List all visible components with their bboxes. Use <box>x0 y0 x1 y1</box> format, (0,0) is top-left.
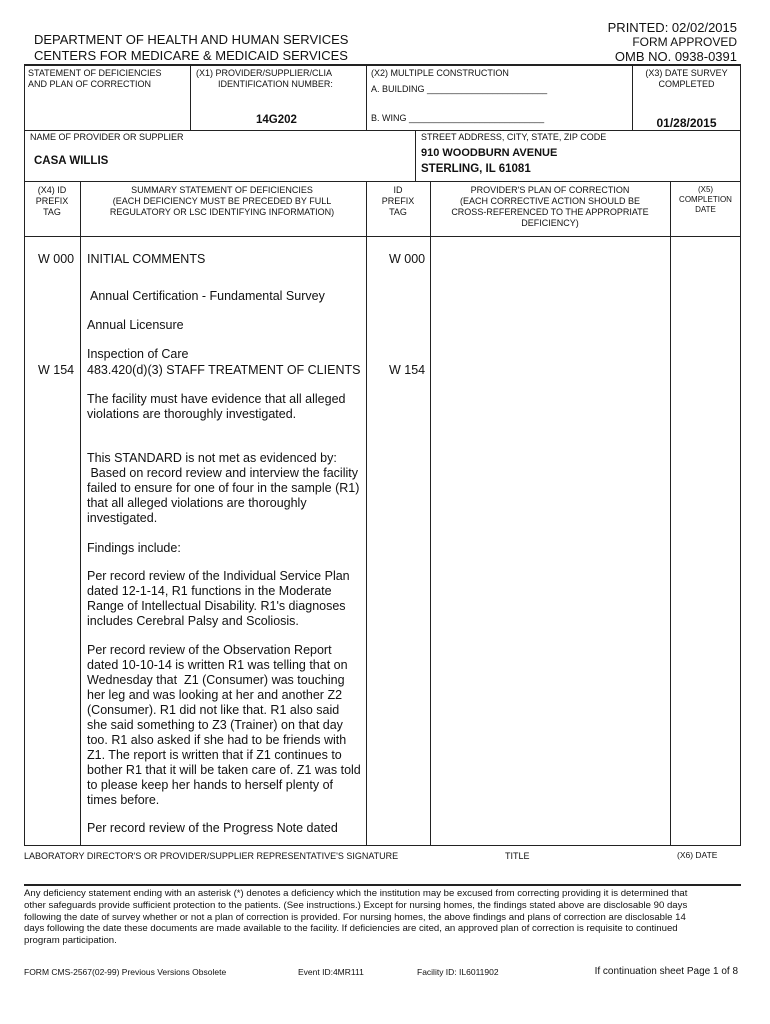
paragraph-line: to please keep her hands to herself plenty of <box>87 778 333 792</box>
paragraph-line: This STANDARD is not met as evidenced by: <box>87 451 337 465</box>
form-number: FORM CMS-2567(02-99) Previous Versions Obsolete <box>24 967 227 977</box>
tag-w000-left: W 000 <box>38 252 75 266</box>
paragraph-line: that all alleged violations are thoroughly <box>87 496 307 510</box>
paragraph-line: she said something to Z3 (Trainer) on that day <box>87 718 343 732</box>
page-number: If continuation sheet Page 1 of 8 <box>594 966 738 977</box>
paragraph-line: bother R1 that it will be taken care of. Z1 was told <box>87 763 361 777</box>
street-address: 910 WOODBURN AVENUE <box>421 147 558 159</box>
paragraph-line: Per record review of the Progress Note dated <box>87 821 338 835</box>
paragraph-line: dated 10-10-14 is written R1 was telling that on <box>87 658 348 672</box>
box-rule <box>24 130 741 131</box>
plan-header-4: DEFICIENCY) <box>521 218 579 228</box>
signature-rule <box>24 884 741 886</box>
x5-label: (X5) <box>697 185 714 194</box>
paragraph-line: investigated. <box>87 511 158 525</box>
signature-label: LABORATORY DIRECTOR'S OR PROVIDER/SUPPLIER REPRESENTATIVE'S SIGNATURE <box>24 851 399 861</box>
building-field: A. BUILDING ________________________ <box>371 84 548 94</box>
notice-line: Any deficiency statement ending with an asterisk (*) denotes a deficiency which the institution may be excused from correcting providing it is determined that <box>24 888 688 899</box>
column-divider <box>670 181 671 845</box>
address-label: STREET ADDRESS, CITY, STATE, ZIP CODE <box>421 132 607 142</box>
inspection-of-care: Inspection of Care <box>87 347 189 361</box>
box-rule <box>24 236 741 237</box>
paragraph-line: her leg and was looking at her and another Z2 <box>87 688 343 702</box>
paragraph-line: (Consumer). R1 did not like that. R1 also said <box>87 703 340 717</box>
id-label-3: TAG <box>389 207 407 217</box>
x5-label-2: COMPLETION <box>679 195 732 204</box>
city-state-zip: STERLING, IL 61081 <box>421 163 531 175</box>
plan-header-2: (EACH CORRECTIVE ACTION SHOULD BE <box>459 196 641 206</box>
provider-name-label: NAME OF PROVIDER OR SUPPLIER <box>30 132 184 142</box>
survey-completed-date: 01/28/2015 <box>656 116 717 130</box>
x4-label-3: TAG <box>43 207 61 217</box>
provider-id-number: 14G202 <box>256 114 297 126</box>
divider <box>366 64 367 131</box>
tag-w000-right: W 000 <box>389 252 426 266</box>
event-id: Event ID:4MR111 <box>298 967 364 977</box>
paragraph-line: too. R1 also asked if she had to be friends with <box>87 733 347 747</box>
summary-header-3: REGULATORY OR LSC IDENTIFYING INFORMATION) <box>109 207 335 217</box>
w154-title: 483.420(d)(3) STAFF TREATMENT OF CLIENTS <box>87 363 361 377</box>
plan-header: PROVIDER'S PLAN OF CORRECTION <box>470 185 630 195</box>
plan-header-3: CROSS-REFERENCED TO THE APPROPRIATE <box>451 207 649 217</box>
agency-title: CENTERS FOR MEDICARE & MEDICAID SERVICES <box>34 48 348 63</box>
column-divider <box>80 181 81 845</box>
column-divider <box>430 181 431 845</box>
form-approved: FORM APPROVED <box>632 35 737 49</box>
x4-label-2: PREFIX <box>35 196 69 206</box>
paragraph-line: The facility must have evidence that all alleged <box>87 392 346 406</box>
statement-label-2: AND PLAN OF CORRECTION <box>28 79 152 89</box>
paragraph-line: Range of Intellectual Disability. R1's diagnoses <box>87 599 346 613</box>
tag-w154-left: W 154 <box>38 363 75 377</box>
x1-label-2: IDENTIFICATION NUMBER: <box>218 79 333 89</box>
facility-id: Facility ID: IL6011902 <box>417 967 499 977</box>
right-border <box>740 64 741 236</box>
findings-include: Findings include: <box>87 541 181 555</box>
paragraph-line: Per record review of the Observation Report <box>87 643 332 657</box>
table-bottom-rule <box>24 845 741 846</box>
divider <box>190 64 191 131</box>
title-label: TITLE <box>505 851 530 861</box>
statement-label: STATEMENT OF DEFICIENCIES <box>28 68 162 78</box>
id-label: ID <box>393 185 403 195</box>
x4-label: (X4) ID <box>37 185 67 195</box>
paragraph-line: Wednesday that Z1 (Consumer) was touching <box>87 673 345 687</box>
paragraph-line: failed to ensure for one of four in the sample (R1) <box>87 481 360 495</box>
paragraph-line: Z1. The report is written that if Z1 continues to <box>87 748 342 762</box>
x3-label: (X3) DATE SURVEY <box>645 68 728 78</box>
notice-line: following the date of survey whether or not a plan of correction is provided. For nursing homes, the above findings and plans of correction are disclosable 14 <box>24 911 686 923</box>
left-border <box>24 236 25 845</box>
wing-field: B. WING ___________________________ <box>371 113 545 123</box>
annual-certification: Annual Certification - Fundamental Survey <box>90 289 325 303</box>
paragraph-line: includes Cerebral Palsy and Scoliosis. <box>87 614 299 628</box>
paragraph-line: times before. <box>87 793 160 807</box>
summary-header-2: (EACH DEFICIENCY MUST BE PRECEDED BY FULL <box>112 196 332 206</box>
department-title: DEPARTMENT OF HEALTH AND HUMAN SERVICES <box>34 32 349 47</box>
right-border <box>740 236 741 845</box>
notice-line: other safeguards provide sufficient protection to the patients. (See instructions.) Except for nursing homes, the findings stated above are disclosable 90 days <box>24 899 688 911</box>
tag-w154-right: W 154 <box>389 363 426 377</box>
x1-label: (X1) PROVIDER/SUPPLIER/CLIA <box>196 68 333 78</box>
column-divider <box>366 181 367 845</box>
divider <box>415 130 416 182</box>
top-rule <box>24 64 741 66</box>
omb-number: OMB NO. 0938-0391 <box>614 49 737 64</box>
provider-name: CASA WILLIS <box>34 155 109 167</box>
x3-label-2: COMPLETED <box>658 79 715 89</box>
initial-comments-title: INITIAL COMMENTS <box>87 252 206 266</box>
printed-date: PRINTED: 02/02/2015 <box>607 20 737 35</box>
summary-header: SUMMARY STATEMENT OF DEFICIENCIES <box>131 185 313 195</box>
paragraph-line: Based on record review and interview the facility <box>87 466 358 480</box>
annual-licensure: Annual Licensure <box>87 318 184 332</box>
deficiency-notice <box>24 888 744 947</box>
paragraph-line: violations are thoroughly investigated. <box>87 407 297 421</box>
notice-line: days following the date these documents are made available to the facility. If deficiencies are cited, an approved plan of correction is requisite to continued <box>24 923 678 935</box>
notice-line: program participation. <box>24 935 117 947</box>
id-label-2: PREFIX <box>381 196 415 206</box>
x5-label-3: DATE <box>695 205 716 214</box>
x2-label: (X2) MULTIPLE CONSTRUCTION <box>371 68 509 78</box>
paragraph-line: dated 12-1-14, R1 functions in the Moderate <box>87 584 332 598</box>
paragraph-line: Per record review of the Individual Service Plan <box>87 569 350 583</box>
box-rule <box>24 181 741 182</box>
x6-date-label: (X6) DATE <box>677 850 718 860</box>
